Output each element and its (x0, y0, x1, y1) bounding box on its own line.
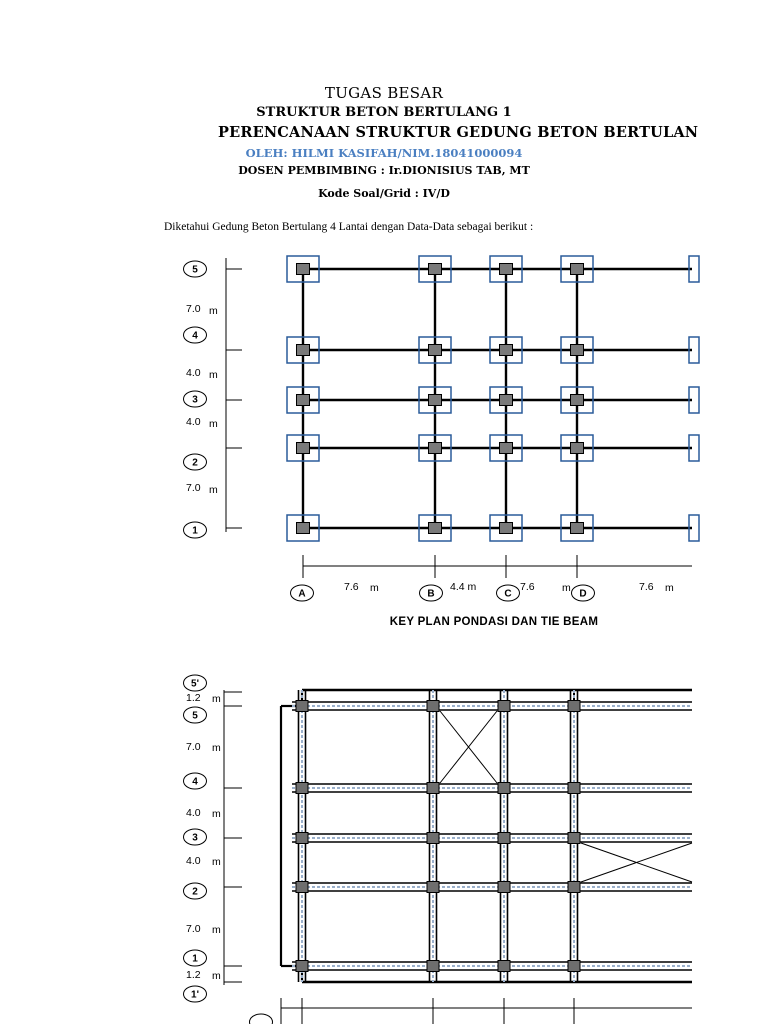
column (296, 783, 308, 794)
key-plan-foundation (184, 256, 700, 628)
col-dimension-value: 4.4 m (450, 581, 477, 593)
row-dimension-unit: m (209, 418, 218, 430)
column-B3 (429, 395, 442, 406)
col-dimension-unit: m (665, 582, 674, 594)
grid-label-col: A (298, 588, 306, 600)
row-dimension-value: 4.0 (186, 807, 201, 819)
column-C5 (500, 264, 513, 275)
row-dimension-unit: m (212, 970, 221, 982)
column (427, 833, 439, 844)
column-D5 (571, 264, 584, 275)
grid-label-row: 2 (192, 886, 198, 898)
grid-label-row: 3 (192, 394, 198, 406)
column-D4 (571, 345, 584, 356)
column (427, 961, 439, 972)
grid-label-col: D (579, 588, 587, 600)
doc-supervisor: DOSEN PEMBIMBING : Ir.DIONISIUS TAB, MT (238, 164, 530, 177)
column (427, 882, 439, 893)
row-dimension-value: 7.0 (186, 923, 201, 935)
row-dimension-unit: m (212, 808, 221, 820)
grid-label-row: 1 (192, 953, 198, 965)
row-dimension-unit: m (209, 369, 218, 381)
doc-author: OLEH: HILMI KASIFAH/NIM.18041000094 (245, 146, 523, 160)
grid-label-row: 5 (192, 710, 198, 722)
column-A5 (297, 264, 310, 275)
column-D2 (571, 443, 584, 454)
column (427, 783, 439, 794)
col-dimension-value: 7.6 (520, 581, 535, 593)
col-dimension-value: 7.6 (344, 581, 359, 593)
grid-label-row: 3 (192, 832, 198, 844)
column (427, 701, 439, 712)
column (568, 783, 580, 794)
grid-label-row: 4 (192, 776, 198, 788)
row-dimension-value: 7.0 (186, 741, 201, 753)
column-A2 (297, 443, 310, 454)
column-C2 (500, 443, 513, 454)
row-dimension-value: 4.0 (186, 416, 201, 428)
framing-plan (184, 675, 693, 1024)
column (498, 961, 510, 972)
row-dimension-value: 4.0 (186, 367, 201, 379)
row-dimension-unit: m (212, 856, 221, 868)
column-C4 (500, 345, 513, 356)
column (568, 833, 580, 844)
column-D1 (571, 523, 584, 534)
col-dimension-unit: m (562, 582, 571, 594)
column (568, 882, 580, 893)
row-dimension-unit: m (209, 305, 218, 317)
column-C3 (500, 395, 513, 406)
col-dimension-value: 7.6 (639, 581, 654, 593)
plan-caption: KEY PLAN PONDASI DAN TIE BEAM (389, 616, 599, 628)
column (296, 701, 308, 712)
column-B2 (429, 443, 442, 454)
doc-title: TUGAS BESAR (324, 84, 444, 102)
grid-label-row: 5 (192, 264, 198, 276)
column-A1 (297, 523, 310, 534)
row-dimension-value: 4.0 (186, 855, 201, 867)
column-C1 (500, 523, 513, 534)
column-A4 (297, 345, 310, 356)
doc-project-title: PERENCANAAN STRUKTUR GEDUNG BETON BERTULAN (218, 124, 699, 141)
column (568, 701, 580, 712)
intro-text: Diketahui Gedung Beton Bertulang 4 Lantai dengan Data-Data sebagai berikut : (164, 221, 534, 233)
column-B1 (429, 523, 442, 534)
grid-label-row: 1' (191, 989, 199, 1001)
row-dimension-unit: m (209, 484, 218, 496)
grid-label-col: B (427, 588, 435, 600)
row-dimension-unit: m (212, 742, 221, 754)
column (296, 882, 308, 893)
grid-label-row: 4 (192, 330, 198, 342)
column (498, 882, 510, 893)
column (498, 701, 510, 712)
column-B5 (429, 264, 442, 275)
grid-label-row: 5' (191, 678, 199, 690)
doc-subject: STRUKTUR BETON BERTULANG 1 (256, 105, 512, 120)
column-A3 (297, 395, 310, 406)
row-dimension-value: 1.2 (186, 969, 201, 981)
row-dimension-unit: m (212, 924, 221, 936)
row-dimension-value: 7.0 (186, 482, 201, 494)
column (498, 783, 510, 794)
col-dimension-unit: m (370, 582, 379, 594)
row-dimension-value: 7.0 (186, 303, 201, 315)
grid-label-col: C (504, 588, 512, 600)
row-dimension-unit: m (212, 693, 221, 705)
grid-label-row: 2 (192, 457, 198, 469)
row-dimension-value: 1.2 (186, 692, 201, 704)
column-D3 (571, 395, 584, 406)
column (498, 833, 510, 844)
grid-label-col-bubble (250, 1014, 273, 1024)
column (296, 833, 308, 844)
doc-problem-code: Kode Soal/Grid : IV/D (318, 187, 450, 200)
grid-label-row: 1 (192, 525, 198, 537)
column-B4 (429, 345, 442, 356)
column (296, 961, 308, 972)
column (568, 961, 580, 972)
